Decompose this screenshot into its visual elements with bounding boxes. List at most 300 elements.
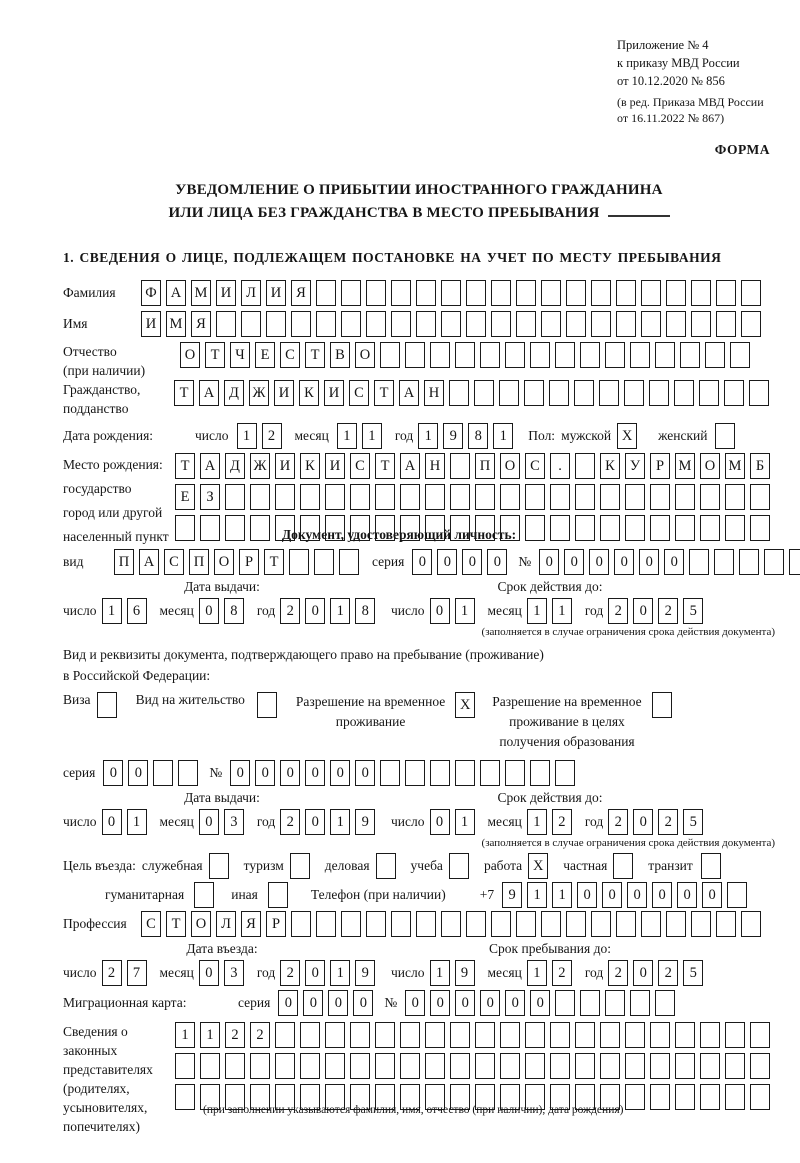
char-box[interactable] — [566, 280, 586, 306]
char-box[interactable]: 3 — [224, 960, 244, 986]
char-box[interactable]: 1 — [127, 809, 147, 835]
char-box[interactable] — [266, 311, 286, 337]
char-box[interactable] — [600, 1022, 620, 1048]
char-box[interactable]: Е — [255, 342, 275, 368]
char-box[interactable] — [416, 280, 436, 306]
char-box[interactable] — [700, 484, 720, 510]
char-box[interactable] — [391, 280, 411, 306]
char-box[interactable]: Б — [750, 453, 770, 479]
char-box[interactable]: 2 — [658, 960, 678, 986]
char-box[interactable] — [339, 549, 359, 575]
char-box[interactable] — [480, 760, 500, 786]
visa-checkbox[interactable] — [97, 692, 117, 718]
char-box[interactable]: 2 — [280, 960, 300, 986]
char-box[interactable] — [591, 311, 611, 337]
char-box[interactable]: А — [400, 453, 420, 479]
char-box[interactable] — [675, 1022, 695, 1048]
char-box[interactable]: 1 — [200, 1022, 220, 1048]
char-box[interactable] — [450, 1053, 470, 1079]
char-box[interactable]: 2 — [102, 960, 122, 986]
char-box[interactable]: 0 — [539, 549, 559, 575]
char-box[interactable]: 1 — [362, 423, 382, 449]
char-box[interactable]: 0 — [303, 990, 323, 1016]
char-box[interactable]: 1 — [493, 423, 513, 449]
char-box[interactable] — [400, 1022, 420, 1048]
char-box[interactable]: О — [191, 911, 211, 937]
char-box[interactable] — [616, 911, 636, 937]
char-box[interactable]: К — [299, 380, 319, 406]
char-box[interactable]: 0 — [305, 598, 325, 624]
char-box[interactable]: Л — [216, 911, 236, 937]
char-box[interactable] — [750, 1084, 770, 1110]
char-box[interactable]: 0 — [405, 990, 425, 1016]
char-box[interactable] — [550, 484, 570, 510]
char-box[interactable] — [566, 311, 586, 337]
char-box[interactable] — [275, 484, 295, 510]
char-box[interactable] — [741, 311, 761, 337]
char-box[interactable] — [725, 1022, 745, 1048]
char-box[interactable] — [699, 380, 719, 406]
char-box[interactable] — [316, 311, 336, 337]
char-box[interactable] — [525, 515, 545, 541]
char-box[interactable]: Д — [224, 380, 244, 406]
char-box[interactable]: 2 — [608, 960, 628, 986]
char-box[interactable]: М — [675, 453, 695, 479]
char-box[interactable] — [430, 760, 450, 786]
char-box[interactable] — [405, 342, 425, 368]
char-box[interactable]: О — [355, 342, 375, 368]
char-box[interactable]: И — [266, 280, 286, 306]
char-box[interactable]: 0 — [462, 549, 482, 575]
char-box[interactable] — [216, 311, 236, 337]
char-box[interactable]: 0 — [355, 760, 375, 786]
char-box[interactable] — [341, 280, 361, 306]
char-box[interactable] — [455, 760, 475, 786]
char-box[interactable]: Т — [375, 453, 395, 479]
char-box[interactable] — [750, 1053, 770, 1079]
char-box[interactable] — [400, 1053, 420, 1079]
char-box[interactable] — [425, 484, 445, 510]
char-box[interactable] — [491, 911, 511, 937]
char-box[interactable] — [450, 453, 470, 479]
char-box[interactable]: 0 — [103, 760, 123, 786]
char-box[interactable]: И — [275, 453, 295, 479]
char-box[interactable] — [314, 549, 334, 575]
char-box[interactable]: 2 — [658, 598, 678, 624]
char-box[interactable]: Я — [241, 911, 261, 937]
char-box[interactable]: С — [525, 453, 545, 479]
char-box[interactable]: Р — [650, 453, 670, 479]
char-box[interactable] — [500, 1022, 520, 1048]
char-box[interactable] — [550, 515, 570, 541]
char-box[interactable] — [425, 1022, 445, 1048]
char-box[interactable]: 9 — [455, 960, 475, 986]
char-box[interactable]: У — [625, 453, 645, 479]
char-box[interactable]: 1 — [237, 423, 257, 449]
char-box[interactable]: 0 — [255, 760, 275, 786]
char-box[interactable] — [749, 380, 769, 406]
char-box[interactable]: 0 — [602, 882, 622, 908]
char-box[interactable] — [316, 911, 336, 937]
char-box[interactable]: Ч — [230, 342, 250, 368]
char-box[interactable] — [730, 342, 750, 368]
char-box[interactable]: О — [214, 549, 234, 575]
char-box[interactable]: 0 — [430, 598, 450, 624]
char-box[interactable]: 6 — [127, 598, 147, 624]
char-box[interactable] — [625, 515, 645, 541]
char-box[interactable] — [616, 280, 636, 306]
char-box[interactable] — [650, 484, 670, 510]
char-box[interactable] — [405, 760, 425, 786]
char-box[interactable]: 0 — [633, 960, 653, 986]
char-box[interactable] — [175, 1053, 195, 1079]
char-box[interactable]: 1 — [455, 809, 475, 835]
char-box[interactable]: 0 — [455, 990, 475, 1016]
char-box[interactable]: 1 — [330, 960, 350, 986]
char-box[interactable] — [441, 280, 461, 306]
char-box[interactable]: 0 — [577, 882, 597, 908]
char-box[interactable] — [591, 911, 611, 937]
char-box[interactable] — [541, 280, 561, 306]
purpose-humanitarian-checkbox[interactable] — [194, 882, 214, 908]
char-box[interactable]: К — [600, 453, 620, 479]
char-box[interactable] — [450, 1022, 470, 1048]
char-box[interactable] — [525, 1053, 545, 1079]
char-box[interactable] — [350, 1022, 370, 1048]
char-box[interactable]: 1 — [455, 598, 475, 624]
char-box[interactable]: 0 — [564, 549, 584, 575]
char-box[interactable]: 2 — [225, 1022, 245, 1048]
char-box[interactable]: 0 — [530, 990, 550, 1016]
char-box[interactable] — [605, 990, 625, 1016]
char-box[interactable] — [380, 760, 400, 786]
char-box[interactable]: 1 — [330, 809, 350, 835]
char-box[interactable]: М — [725, 453, 745, 479]
char-box[interactable] — [555, 990, 575, 1016]
char-box[interactable] — [500, 1053, 520, 1079]
char-box[interactable] — [480, 342, 500, 368]
char-box[interactable] — [739, 549, 759, 575]
char-box[interactable] — [575, 484, 595, 510]
char-box[interactable] — [375, 1022, 395, 1048]
char-box[interactable]: 0 — [280, 760, 300, 786]
char-box[interactable]: К — [300, 453, 320, 479]
char-box[interactable]: 0 — [305, 760, 325, 786]
char-box[interactable] — [789, 549, 800, 575]
char-box[interactable]: Ф — [141, 280, 161, 306]
char-box[interactable]: 0 — [437, 549, 457, 575]
char-box[interactable]: А — [399, 380, 419, 406]
char-box[interactable] — [625, 1053, 645, 1079]
char-box[interactable]: 1 — [527, 809, 547, 835]
char-box[interactable] — [425, 1053, 445, 1079]
char-box[interactable]: Л — [241, 280, 261, 306]
char-box[interactable]: 0 — [305, 809, 325, 835]
char-box[interactable] — [366, 311, 386, 337]
char-box[interactable]: С — [280, 342, 300, 368]
char-box[interactable] — [541, 911, 561, 937]
char-box[interactable] — [475, 1053, 495, 1079]
char-box[interactable]: Е — [175, 484, 195, 510]
char-box[interactable]: П — [475, 453, 495, 479]
char-box[interactable]: Д — [225, 453, 245, 479]
char-box[interactable] — [666, 280, 686, 306]
char-box[interactable] — [541, 311, 561, 337]
char-box[interactable] — [575, 1053, 595, 1079]
temp-permit-checkbox[interactable]: X — [455, 692, 475, 718]
char-box[interactable]: Н — [424, 380, 444, 406]
char-box[interactable] — [700, 1053, 720, 1079]
char-box[interactable] — [580, 342, 600, 368]
char-box[interactable]: 9 — [355, 809, 375, 835]
char-box[interactable] — [175, 1084, 195, 1110]
char-box[interactable]: 0 — [305, 960, 325, 986]
char-box[interactable]: 2 — [658, 809, 678, 835]
char-box[interactable] — [325, 484, 345, 510]
char-box[interactable] — [316, 280, 336, 306]
char-box[interactable]: 5 — [683, 809, 703, 835]
temp-permit-edu-checkbox[interactable] — [652, 692, 672, 718]
char-box[interactable]: О — [500, 453, 520, 479]
char-box[interactable] — [375, 1053, 395, 1079]
char-box[interactable]: 8 — [224, 598, 244, 624]
char-box[interactable]: 0 — [430, 990, 450, 1016]
char-box[interactable] — [450, 484, 470, 510]
char-box[interactable]: 0 — [278, 990, 298, 1016]
char-box[interactable]: 2 — [608, 809, 628, 835]
char-box[interactable]: 0 — [627, 882, 647, 908]
char-box[interactable]: 5 — [683, 598, 703, 624]
char-box[interactable] — [500, 484, 520, 510]
char-box[interactable] — [430, 342, 450, 368]
char-box[interactable]: 0 — [199, 809, 219, 835]
char-box[interactable] — [291, 911, 311, 937]
char-box[interactable] — [550, 1053, 570, 1079]
char-box[interactable] — [700, 515, 720, 541]
char-box[interactable] — [605, 342, 625, 368]
char-box[interactable] — [741, 280, 761, 306]
char-box[interactable] — [650, 1022, 670, 1048]
char-box[interactable]: 1 — [175, 1022, 195, 1048]
char-box[interactable] — [380, 342, 400, 368]
char-box[interactable]: 0 — [505, 990, 525, 1016]
char-box[interactable]: 2 — [280, 598, 300, 624]
char-box[interactable]: 0 — [677, 882, 697, 908]
char-box[interactable]: З — [200, 484, 220, 510]
char-box[interactable] — [691, 280, 711, 306]
char-box[interactable]: 1 — [430, 960, 450, 986]
char-box[interactable] — [725, 484, 745, 510]
char-box[interactable] — [750, 515, 770, 541]
char-box[interactable]: 0 — [487, 549, 507, 575]
char-box[interactable]: О — [180, 342, 200, 368]
char-box[interactable] — [650, 1053, 670, 1079]
char-box[interactable] — [524, 380, 544, 406]
char-box[interactable]: П — [189, 549, 209, 575]
char-box[interactable]: Я — [191, 311, 211, 337]
char-box[interactable] — [505, 760, 525, 786]
char-box[interactable] — [499, 380, 519, 406]
char-box[interactable] — [375, 484, 395, 510]
char-box[interactable] — [549, 380, 569, 406]
char-box[interactable]: П — [114, 549, 134, 575]
char-box[interactable] — [516, 311, 536, 337]
char-box[interactable] — [675, 1053, 695, 1079]
char-box[interactable] — [591, 280, 611, 306]
char-box[interactable] — [153, 760, 173, 786]
char-box[interactable]: Ж — [249, 380, 269, 406]
char-box[interactable] — [474, 380, 494, 406]
char-box[interactable] — [630, 990, 650, 1016]
char-box[interactable] — [625, 1084, 645, 1110]
char-box[interactable]: Р — [239, 549, 259, 575]
char-box[interactable]: 1 — [552, 598, 572, 624]
char-box[interactable] — [300, 1053, 320, 1079]
char-box[interactable] — [250, 1053, 270, 1079]
char-box[interactable]: Ж — [250, 453, 270, 479]
char-box[interactable] — [675, 484, 695, 510]
char-box[interactable]: А — [200, 453, 220, 479]
char-box[interactable] — [555, 342, 575, 368]
char-box[interactable] — [727, 882, 747, 908]
char-box[interactable]: 1 — [330, 598, 350, 624]
char-box[interactable] — [600, 515, 620, 541]
char-box[interactable] — [555, 760, 575, 786]
char-box[interactable]: 8 — [468, 423, 488, 449]
char-box[interactable] — [475, 484, 495, 510]
char-box[interactable] — [700, 1084, 720, 1110]
char-box[interactable] — [416, 311, 436, 337]
char-box[interactable] — [714, 549, 734, 575]
char-box[interactable] — [674, 380, 694, 406]
char-box[interactable]: 2 — [262, 423, 282, 449]
char-box[interactable]: 2 — [552, 809, 572, 835]
char-box[interactable]: 2 — [608, 598, 628, 624]
char-box[interactable] — [725, 515, 745, 541]
char-box[interactable] — [600, 484, 620, 510]
char-box[interactable] — [178, 760, 198, 786]
char-box[interactable] — [350, 484, 370, 510]
char-box[interactable]: И — [216, 280, 236, 306]
char-box[interactable] — [350, 1053, 370, 1079]
char-box[interactable]: 8 — [355, 598, 375, 624]
char-box[interactable] — [741, 911, 761, 937]
char-box[interactable] — [250, 515, 270, 541]
char-box[interactable] — [530, 342, 550, 368]
char-box[interactable]: Н — [425, 453, 445, 479]
char-box[interactable]: 1 — [552, 882, 572, 908]
char-box[interactable] — [516, 911, 536, 937]
char-box[interactable]: 0 — [128, 760, 148, 786]
char-box[interactable] — [641, 280, 661, 306]
char-box[interactable] — [391, 911, 411, 937]
char-box[interactable] — [689, 549, 709, 575]
char-box[interactable] — [666, 911, 686, 937]
char-box[interactable] — [441, 911, 461, 937]
char-box[interactable]: 0 — [664, 549, 684, 575]
char-box[interactable] — [466, 311, 486, 337]
char-box[interactable] — [716, 280, 736, 306]
char-box[interactable]: А — [199, 380, 219, 406]
char-box[interactable] — [691, 311, 711, 337]
char-box[interactable] — [491, 280, 511, 306]
char-box[interactable] — [300, 484, 320, 510]
purpose-private-checkbox[interactable] — [613, 853, 633, 879]
char-box[interactable] — [391, 311, 411, 337]
char-box[interactable] — [525, 484, 545, 510]
char-box[interactable] — [241, 311, 261, 337]
char-box[interactable] — [275, 1022, 295, 1048]
char-box[interactable] — [675, 515, 695, 541]
char-box[interactable] — [505, 342, 525, 368]
char-box[interactable]: 1 — [527, 598, 547, 624]
char-box[interactable] — [530, 760, 550, 786]
char-box[interactable] — [655, 342, 675, 368]
char-box[interactable]: О — [700, 453, 720, 479]
char-box[interactable] — [641, 311, 661, 337]
char-box[interactable] — [616, 311, 636, 337]
char-box[interactable] — [625, 484, 645, 510]
char-box[interactable] — [575, 453, 595, 479]
char-box[interactable] — [225, 484, 245, 510]
char-box[interactable]: Т — [175, 453, 195, 479]
char-box[interactable] — [366, 911, 386, 937]
char-box[interactable]: 7 — [127, 960, 147, 986]
char-box[interactable]: М — [166, 311, 186, 337]
sex-female-checkbox[interactable] — [715, 423, 735, 449]
char-box[interactable] — [641, 911, 661, 937]
purpose-business-checkbox[interactable] — [376, 853, 396, 879]
char-box[interactable]: 9 — [355, 960, 375, 986]
char-box[interactable] — [666, 311, 686, 337]
char-box[interactable] — [725, 1053, 745, 1079]
char-box[interactable]: 0 — [614, 549, 634, 575]
char-box[interactable] — [649, 380, 669, 406]
char-box[interactable] — [325, 1022, 345, 1048]
char-box[interactable] — [289, 549, 309, 575]
char-box[interactable] — [624, 380, 644, 406]
char-box[interactable]: 3 — [224, 809, 244, 835]
char-box[interactable]: И — [324, 380, 344, 406]
char-box[interactable]: М — [191, 280, 211, 306]
char-box[interactable]: 0 — [633, 809, 653, 835]
char-box[interactable] — [325, 1053, 345, 1079]
char-box[interactable] — [200, 1053, 220, 1079]
char-box[interactable] — [725, 1084, 745, 1110]
char-box[interactable] — [225, 1053, 245, 1079]
char-box[interactable]: . — [550, 453, 570, 479]
char-box[interactable]: 5 — [683, 960, 703, 986]
char-box[interactable] — [675, 1084, 695, 1110]
purpose-other-checkbox[interactable] — [268, 882, 288, 908]
char-box[interactable]: 0 — [480, 990, 500, 1016]
char-box[interactable] — [650, 1084, 670, 1110]
char-box[interactable]: 0 — [633, 598, 653, 624]
char-box[interactable] — [449, 380, 469, 406]
char-box[interactable]: Я — [291, 280, 311, 306]
char-box[interactable]: 0 — [639, 549, 659, 575]
char-box[interactable] — [724, 380, 744, 406]
char-box[interactable]: Т — [174, 380, 194, 406]
char-box[interactable] — [341, 911, 361, 937]
char-box[interactable] — [441, 311, 461, 337]
purpose-study-checkbox[interactable] — [449, 853, 469, 879]
char-box[interactable] — [750, 484, 770, 510]
char-box[interactable] — [300, 1022, 320, 1048]
char-box[interactable]: 1 — [102, 598, 122, 624]
char-box[interactable]: Т — [264, 549, 284, 575]
char-box[interactable] — [630, 342, 650, 368]
